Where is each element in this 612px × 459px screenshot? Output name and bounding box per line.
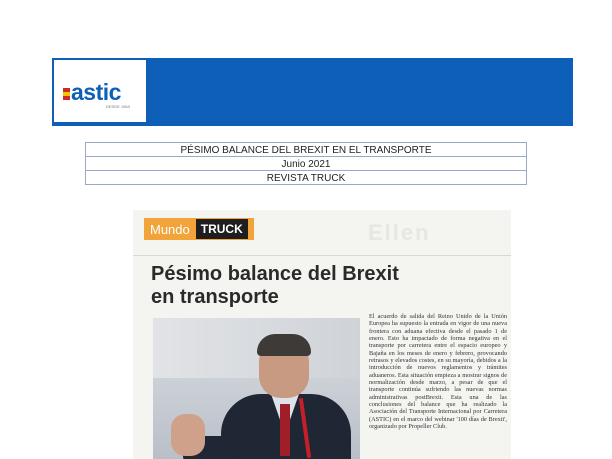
divider <box>133 255 511 256</box>
logo-mark-icon <box>63 88 70 100</box>
logo-text: astic <box>71 79 121 105</box>
headline-line-2: en transporte <box>151 286 279 308</box>
info-source: REVISTA TRUCK <box>86 171 527 185</box>
info-table <box>85 142 527 185</box>
logo-subtitle: DESDE 1963 <box>106 104 130 109</box>
astic-logo <box>52 58 148 124</box>
ghost-heading: Ellen <box>368 220 431 245</box>
info-date: Junio 2021 <box>86 157 527 171</box>
section-brand: TRUCK <box>196 219 248 239</box>
article-clipping <box>133 210 511 459</box>
section-label: Mundo <box>150 221 190 237</box>
person-photo <box>153 318 360 459</box>
article-body: El acuerdo de salida del Reino Unido de la Unión Europea ha supuesto la entrada en vigor de una nueva frontera con aduana efectiva desde el pasado 1 de enero. Esto ha impactado de forma negativa en el transporte por carretera entre el espacio europeo y Bajaña en los meses de enero y febrero, provocando retrasos y elevados costes, en su mayoría, debidos a la introducción de nuevos reglamentos y trámites aduaneros. Esta situación empieza a mostrar signos de normalización desde marzo, a pesar de que el transporte continúa sufriendo las nuevas normas administrativas postBrexit. Esta una de las conclusiones del balance que ha realizado la Asociación del Transporte Internacional por Carretera (ASTIC) en el marco del webinar '100 días de Brexit', organizado por Propeller Club. <box>369 313 507 431</box>
article-headline <box>151 263 491 309</box>
headline-line-1: Pésimo balance del Brexit <box>151 263 399 285</box>
info-title: PÉSIMO BALANCE DEL BREXIT EN EL TRANSPORTE <box>86 143 527 157</box>
section-tag <box>144 218 254 240</box>
